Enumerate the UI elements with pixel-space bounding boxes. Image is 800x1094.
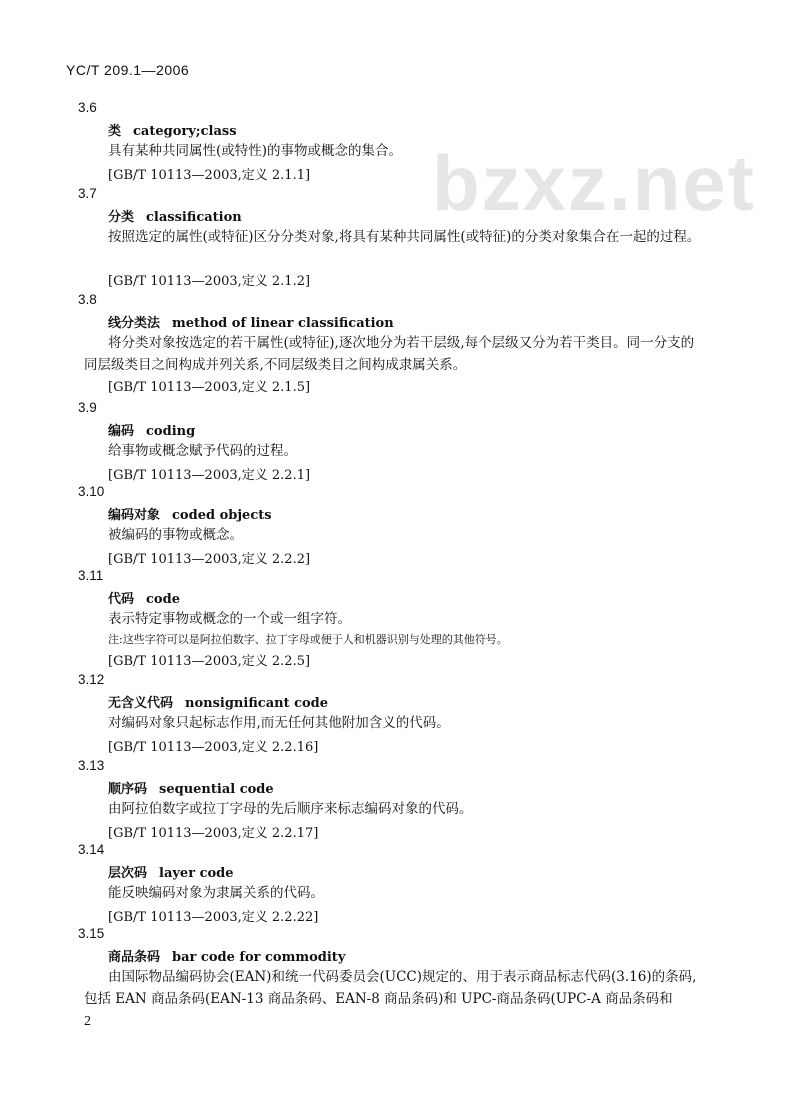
entry-reference: [GB/T 10113—2003,定义 2.2.17] bbox=[108, 826, 319, 841]
term-en: nonsignificant code bbox=[185, 696, 329, 711]
entry-term bbox=[108, 120, 237, 139]
watermark: bzxz.net bbox=[432, 139, 756, 227]
term-zh: 线分类法 bbox=[108, 316, 161, 331]
entry-number: 3.13 bbox=[78, 758, 105, 773]
entry-note: 注:这些字符可以是阿拉伯数字、拉丁字母或便于人和机器识别与处理的其他符号。 bbox=[108, 633, 508, 646]
term-zh: 层次码 bbox=[108, 866, 148, 881]
entry-reference: [GB/T 10113—2003,定义 2.2.16] bbox=[108, 740, 319, 755]
entry-term bbox=[108, 778, 274, 797]
standard-number-header: YC/T 209.1—2006 bbox=[66, 62, 190, 78]
entry-reference: [GB/T 10113—2003,定义 2.2.2] bbox=[108, 552, 311, 567]
term-en: category;class bbox=[133, 124, 237, 139]
entry-number: 3.15 bbox=[78, 926, 105, 941]
entry-definition: 能反映编码对象为隶属关系的代码。 bbox=[108, 885, 324, 901]
entry-term bbox=[108, 692, 328, 711]
term-en: layer code bbox=[159, 866, 234, 881]
term-zh: 编码 bbox=[108, 424, 135, 439]
entry-definition: 由国际物品编码协会(EAN)和统一代码委员会(UCC)规定的、用于表示商品标志代码(3.16)的条码,包括 EAN 商品条码(EAN-13 商品条码、EAN-8 商品条码)和 UPC-商品条码(UPC-A 商品条码和 bbox=[84, 969, 697, 1007]
term-en: classification bbox=[146, 210, 242, 225]
entry-definition: 按照选定的属性(或特征)区分分类对象,将具有某种共同属性(或特征)的分类对象集合在一起的过程。 bbox=[108, 229, 701, 245]
entry-term bbox=[108, 504, 272, 523]
term-zh: 类 bbox=[108, 124, 122, 139]
term-zh: 代码 bbox=[108, 592, 135, 607]
page-number: 2 bbox=[84, 1014, 91, 1029]
entry-definition: 由阿拉伯数字或拉丁字母的先后顺序来标志编码对象的代码。 bbox=[108, 801, 473, 817]
term-zh: 商品条码 bbox=[108, 950, 161, 965]
term-en: bar code for commodity bbox=[172, 950, 346, 965]
entry-definition: 将分类对象按选定的若干属性(或特征),逐次地分为若干层级,每个层级又分为若干类目。同一分支的同层级类目之间构成并列关系,不同层级类目之间构成隶属关系。 bbox=[84, 335, 695, 373]
entry-term bbox=[108, 588, 180, 607]
entry-term bbox=[108, 206, 242, 225]
entry-reference: [GB/T 10113—2003,定义 2.1.1] bbox=[108, 168, 311, 183]
entry-number: 3.12 bbox=[78, 672, 105, 687]
entry-number: 3.6 bbox=[78, 100, 97, 115]
term-en: method of linear classification bbox=[172, 316, 394, 331]
entry-term bbox=[108, 946, 345, 965]
entry-number: 3.14 bbox=[78, 842, 105, 857]
entry-term bbox=[108, 420, 195, 439]
entry-term bbox=[108, 312, 394, 331]
entry-number: 3.8 bbox=[78, 292, 97, 307]
term-zh: 顺序码 bbox=[108, 782, 148, 797]
term-zh: 无含义代码 bbox=[108, 696, 174, 711]
entry-reference: [GB/T 10113—2003,定义 2.1.5] bbox=[108, 380, 311, 395]
entry-definition: 具有某种共同属性(或特性)的事物或概念的集合。 bbox=[108, 143, 403, 159]
entry-number: 3.7 bbox=[78, 186, 97, 201]
entry-reference: [GB/T 10113—2003,定义 2.2.22] bbox=[108, 910, 319, 925]
term-en: coded objects bbox=[172, 508, 272, 523]
entry-term bbox=[108, 862, 234, 881]
entry-definition: 被编码的事物或概念。 bbox=[108, 527, 243, 543]
term-zh: 编码对象 bbox=[108, 508, 161, 523]
entry-definition: 对编码对象只起标志作用,而无任何其他附加含义的代码。 bbox=[108, 715, 450, 731]
term-zh: 分类 bbox=[108, 210, 135, 225]
entry-reference: [GB/T 10113—2003,定义 2.2.1] bbox=[108, 468, 311, 483]
entry-reference: [GB/T 10113—2003,定义 2.1.2] bbox=[108, 274, 311, 289]
entry-definition: 给事物或概念赋予代码的过程。 bbox=[108, 443, 297, 459]
entry-reference: [GB/T 10113—2003,定义 2.2.5] bbox=[108, 654, 311, 669]
entry-number: 3.9 bbox=[78, 400, 97, 415]
entry-number: 3.10 bbox=[78, 484, 105, 499]
term-en: code bbox=[146, 592, 180, 607]
term-en: sequential code bbox=[159, 782, 274, 797]
entry-definition: 表示特定事物或概念的一个或一组字符。 bbox=[108, 611, 351, 627]
entry-number: 3.11 bbox=[78, 568, 104, 583]
term-en: coding bbox=[146, 424, 196, 439]
